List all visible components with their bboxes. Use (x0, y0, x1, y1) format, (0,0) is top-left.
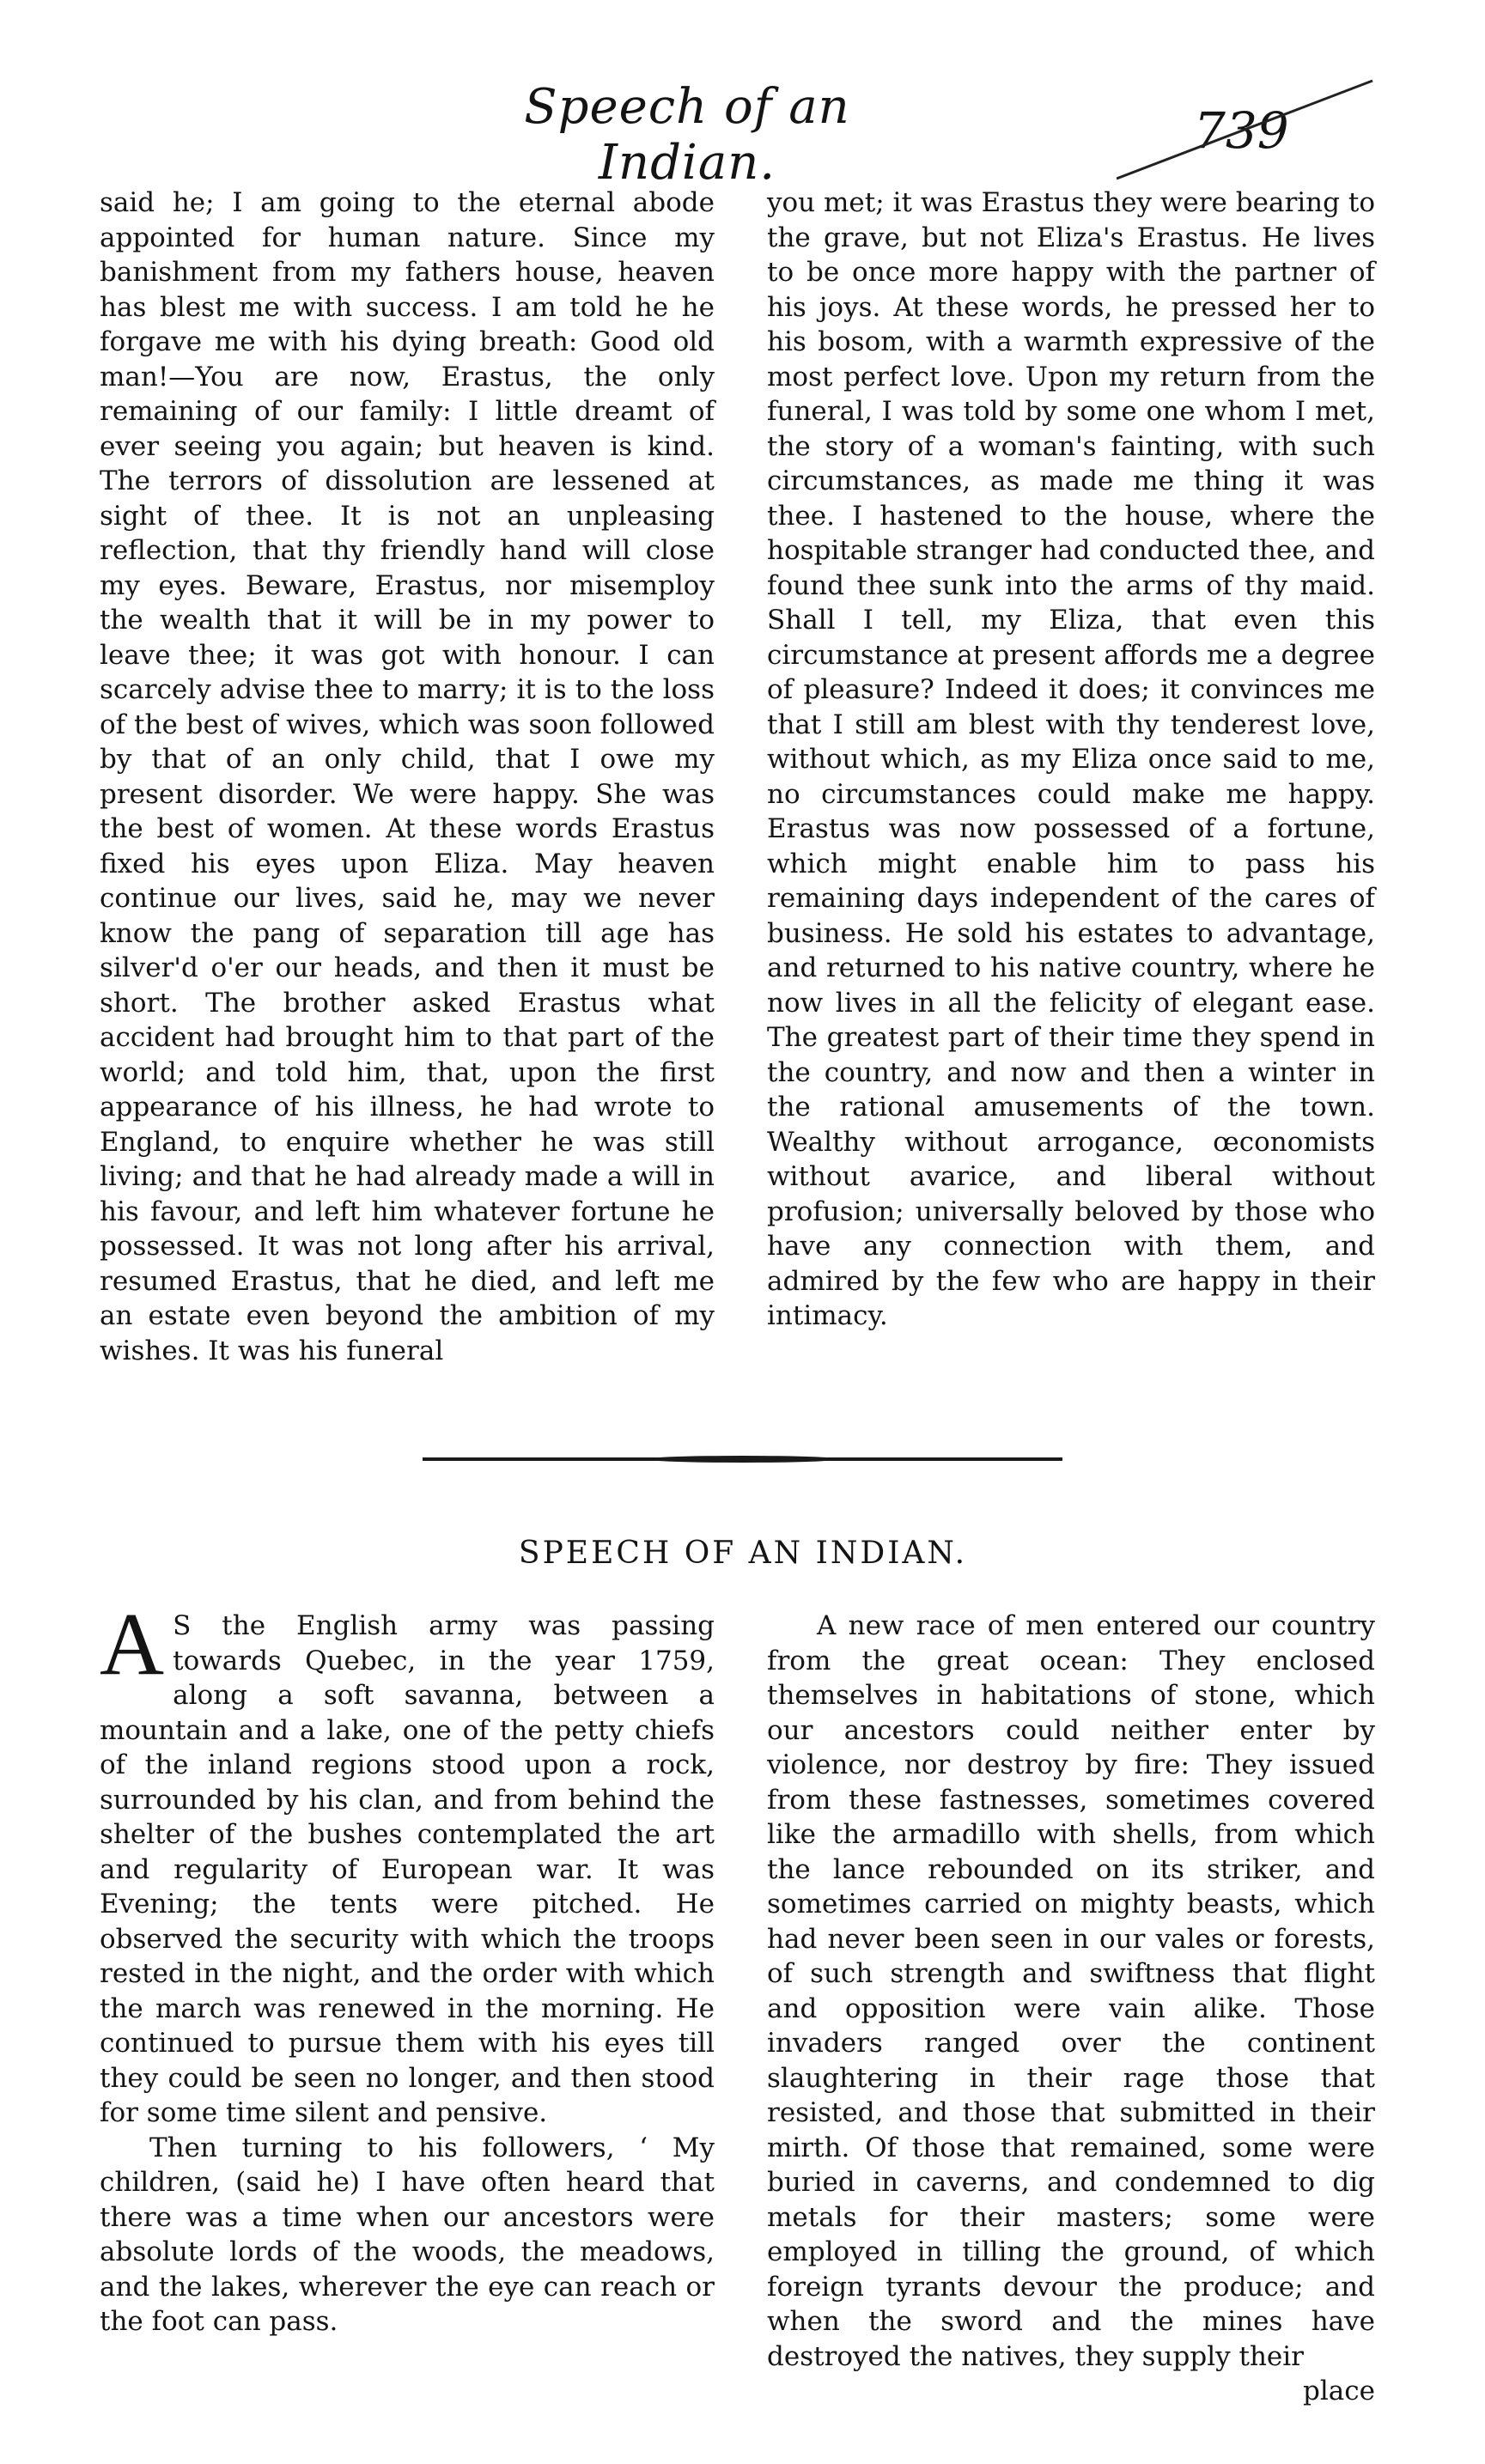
drop-cap: A (100, 1595, 165, 1694)
section-title: SPEECH OF AN INDIAN. (518, 1536, 968, 1571)
page-number: 739 (1194, 101, 1289, 160)
ornamental-rule (423, 1455, 1062, 1463)
pen-stroke-mark (1117, 77, 1374, 189)
speech-paragraph-3: A new race of men entered our country from the great ocean: They enclosed themselves in habitations of stone, which our ancestors could neither enter by violence, nor destroy by fire: They issued from these fastnesses, sometimes covered like the armadillo with shells, from which the lance rebounded on its striker, and sometimes carried on mighty beasts, which had never been seen in our vales or forests, of such strength and swiftness that flight and opposition were vain alike. Those invaders ranged over the continent slaughtering in their rage those that resisted, and those that submitted in their mirth. Of those that remained, some were buried in caverns, and condemned to dig metals for their masters; some were employed in tilling the ground, of which foreign tyrants devour the produce; and when the sword and the mines have destroyed the natives, they supply their (767, 1610, 1375, 2372)
story-paragraph: said he; I am going to the eternal abode appointed for human nature. Since my banishment from my fathers house, heaven has blest me with success. I am told he he forgave me with his dying breath: Good old man!—You are now, Erastus, the only remaining of our family: I little dreamt of ever seeing you again; but heaven is kind. The terrors of dissolution are lessened at sight of thee. It is not an unpleasing reflection, that thy friendly hand will close my eyes. Beware, Erastus, nor misemploy the wealth that it will be in my power to leave thee; it was got with honour. I can scarcely advise thee to marry; it is to the loss of the best of wives, which was soon followed by that of an only child, that I owe my present disorder. We were happy. She was the best of women. At these words Erastus fixed his eyes upon Eliza. May heaven continue our lives, said he, may we never know the pang of separation till age has silver'd o'er our heads, and then it must be short. The brother asked Erastus what accident had brought him to that part of the world; and told him, that, upon the first appearance of his illness, he had wrote to England, to enquire whether he was still living; and that he had already made a will in his favour, and left him whatever fortune he possessed. It was not long after his arrival, resumed Erastus, that he died, and left me an estate even beyond the ambition of my wishes. It was his funeral (100, 187, 715, 1366)
speech-column-right (767, 1609, 1375, 2409)
speech-paragraph-2: Then turning to his followers, ‘ My children, (said he) I have often heard that there was a time when our ancestors were absolute lords of the woods, the meadows, and the lakes, wherever the eye can reach or the foot can pass. (100, 2132, 715, 2337)
running-title: Speech of an Indian. (524, 79, 850, 191)
story-column-right (767, 186, 1375, 1334)
catchword: place (1303, 2376, 1375, 2406)
story-column-left (100, 186, 715, 1368)
speech-paragraph-1 (100, 1595, 715, 2131)
speech-column-left (100, 1595, 715, 2339)
rule-swell (647, 1456, 839, 1463)
speech-paragraph-1-text: S the English army was passing towards Quebec, in the year 1759, along a soft savanna, between a mountain and a lake, one of the petty chiefs of the inland regions stood upon a rock, surrounded by his clan, and from behind the shelter of the bushes contemplated the art and regularity of European war. It was Evening; the tents were pitched. He observed the security with which the troops rested in the night, and the order with which the march was renewed in the morning. He continued to pursue them with his eyes till they could be seen no longer, and then stood for some time silent and pensive. (100, 1610, 715, 2128)
story-paragraph: you met; it was Erastus they were bearing to the grave, but not Eliza's Erastus. He lives to be once more happy with the partner of his joys. At these words, he pressed her to his bosom, with a warmth expressive of the most perfect love. Upon my return from the funeral, I was told by some one whom I met, the story of a woman's fainting, with such circumstances, as made me thing it was thee. I hastened to the house, where the hospitable stranger had conducted thee, and found thee sunk into the arms of thy maid. Shall I tell, my Eliza, that even this circumstance at present affords me a degree of pleasure? Indeed it does; it convinces me that I still am blest with thy tenderest love, without which, as my Eliza once said to me, no circumstances could make me happy. Erastus was now possessed of a fortune, which might enable him to pass his remaining days independent of the cares of business. He sold his estates to advantage, and returned to his native country, where he now lives in all the felicity of elegant ease. The greatest part of their time they spend in the country, and now and then a winter in the rational amusements of the town. Wealthy without arrogance, œconomists without avarice, and liberal without profusion; universally beloved by those who have any connection with them, and admired by the few who are happy in their intimacy. (767, 187, 1375, 1331)
